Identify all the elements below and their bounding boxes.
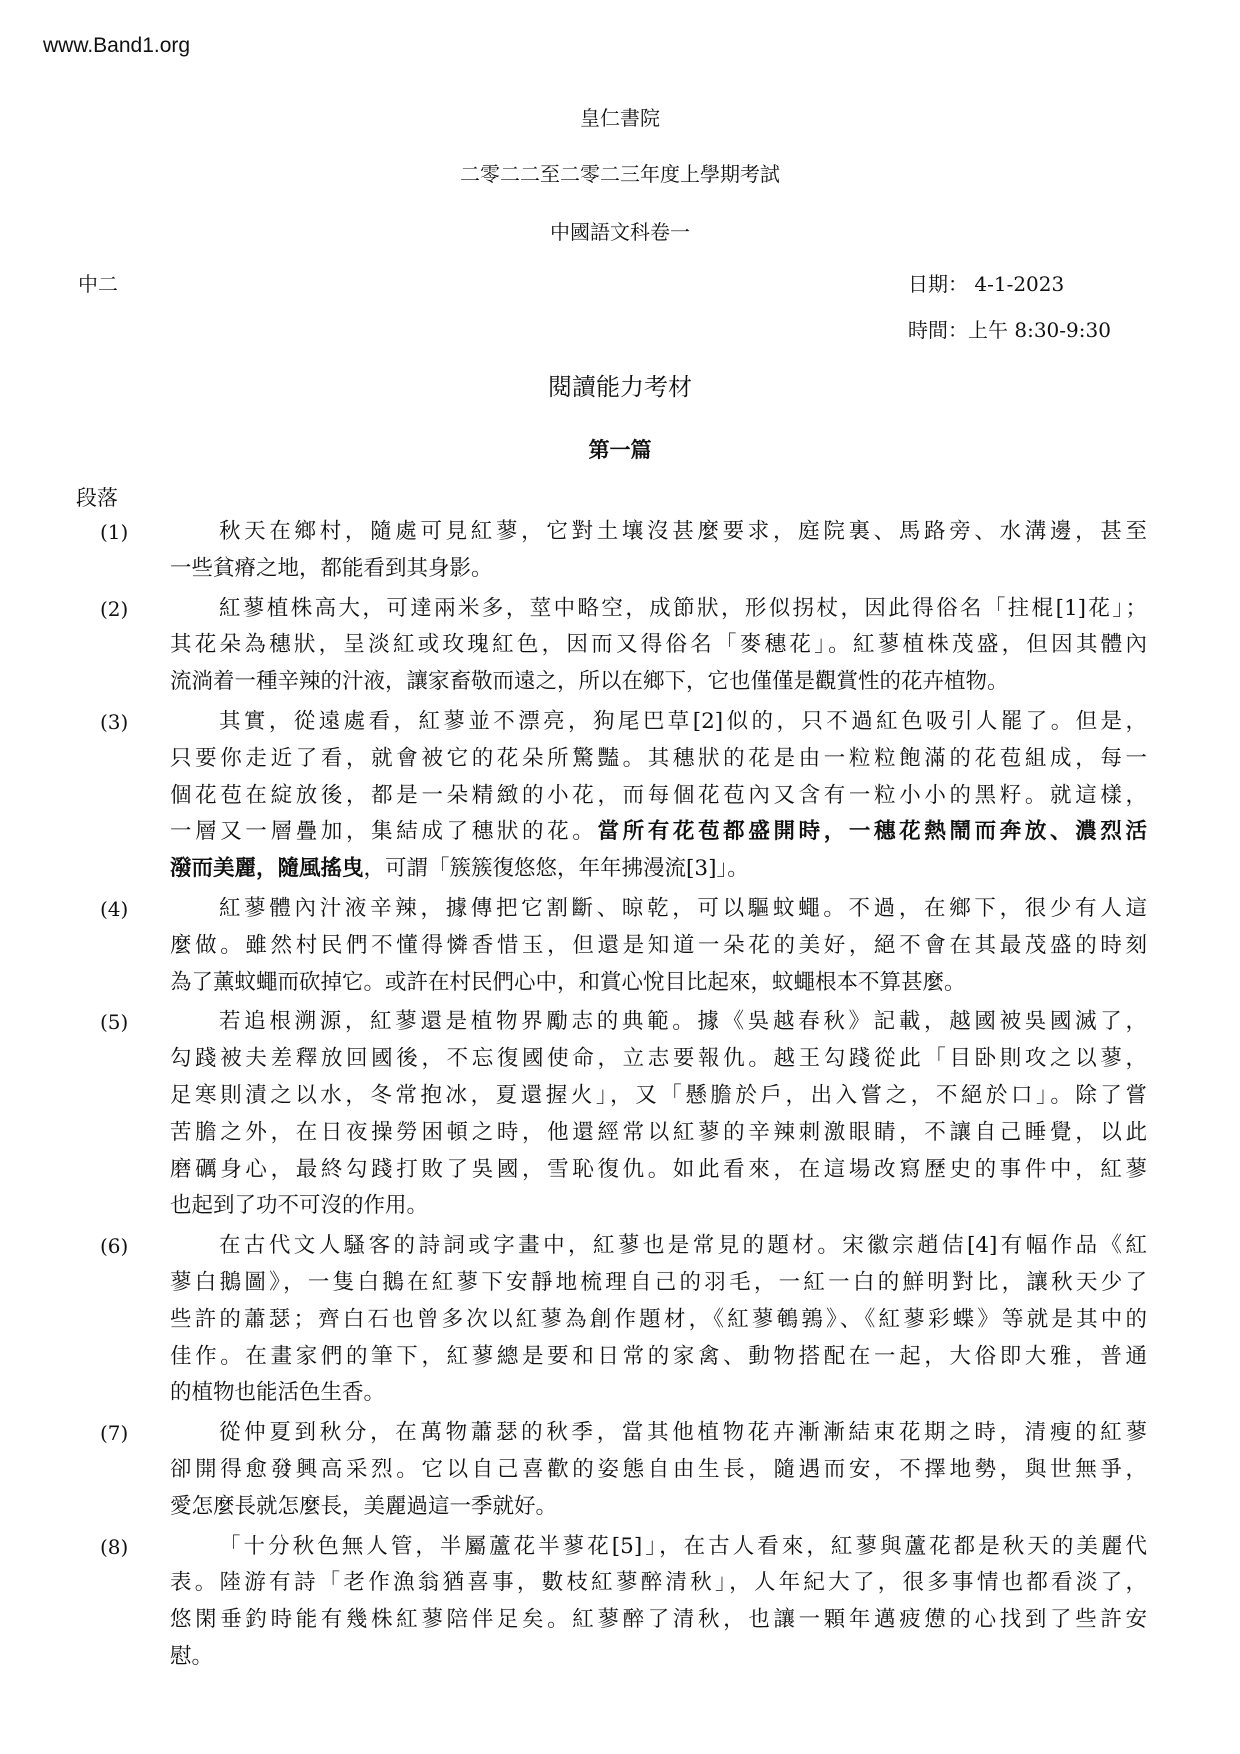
grade-label: 中二 xyxy=(78,272,118,296)
site-watermark-url: www.Band1.org xyxy=(43,34,191,57)
passage-paragraph xyxy=(0,704,1240,888)
text-segment: 秋天在鄉村，隨處可見紅蓼，它對土壤沒甚麼要求，庭院裏、馬路旁、水溝邊，甚至 xyxy=(219,519,1147,544)
passage-paragraph xyxy=(0,1228,1240,1412)
text-line xyxy=(219,1415,1147,1452)
text-line xyxy=(170,814,1147,851)
text-line xyxy=(170,1152,1147,1189)
paragraph-number: (2) xyxy=(100,596,129,621)
text-segment: 一些貧瘠之地，都能看到其身影。 xyxy=(170,555,493,581)
passage-paragraph xyxy=(0,891,1240,1001)
paragraph-number: (7) xyxy=(100,1421,129,1446)
text-line xyxy=(170,741,1147,778)
text-segment: 一層又一層疊加，集結成了穗狀的花。 xyxy=(170,819,598,845)
text-line xyxy=(170,851,1147,888)
text-segment: 從仲夏到秋分，在萬物蕭瑟的秋季，當其他植物花卉漸漸結束花期之時，清瘦的紅蓼 xyxy=(219,1420,1147,1446)
bold-text: 潑而美麗，隨風搖曳 xyxy=(170,856,364,882)
exam-title: 二零二二至二零二三年度上學期考試 xyxy=(460,162,780,186)
text-line xyxy=(170,965,1147,1002)
text-line xyxy=(170,1452,1147,1489)
text-line xyxy=(170,1339,1147,1376)
part-title: 第一篇 xyxy=(588,437,652,462)
passage-paragraph xyxy=(0,1529,1240,1676)
text-line xyxy=(219,514,1147,551)
text-line xyxy=(170,1639,1147,1676)
text-line xyxy=(219,704,1147,741)
paragraph-number: (6) xyxy=(100,1234,129,1259)
text-segment: 為了薰蚊蠅而砍掉它。或許在村民們心中，和賞心悅目比起來，蚊蠅根本不算甚麼。 xyxy=(170,969,966,995)
exam-time: 時間：上午 8:30-9:30 xyxy=(908,318,1111,342)
text-line xyxy=(170,1115,1147,1152)
text-segment: 慰。 xyxy=(170,1643,214,1669)
text-line xyxy=(219,1529,1147,1566)
paragraph-number: (3) xyxy=(100,709,129,734)
text-segment: 也起到了功不可沒的作用。 xyxy=(170,1193,429,1219)
paragraph-number: (8) xyxy=(100,1534,129,1559)
text-segment: 表。陸游有詩「老作漁翁猶喜事，數枝紅蓼醉清秋」，人年紀大了，很多事情也都看淡了， xyxy=(170,1570,1147,1596)
text-segment: 其實，從遠處看，紅蓼並不漂亮，狗尾巴草[2]似的，只不過紅色吸引人罷了。但是， xyxy=(219,708,1147,734)
text-segment: 的植物也能活色生香。 xyxy=(170,1380,386,1406)
text-line xyxy=(170,928,1147,965)
text-line xyxy=(170,1602,1147,1639)
paper-title: 中國語文科卷一 xyxy=(550,220,690,244)
paragraph-column-label: 段落 xyxy=(76,486,118,510)
text-segment: 愛怎麼長就怎麼長，美麗過這一季就好。 xyxy=(170,1493,558,1519)
text-line xyxy=(170,1078,1147,1115)
paragraph-number: (1) xyxy=(100,520,129,544)
text-segment: 在古代文人騷客的詩詞或字畫中，紅蓼也是常見的題材。宋徽宗趙佶[4]有幅作品《紅 xyxy=(219,1233,1147,1259)
text-segment: 足寒則漬之以水，冬常抱冰，夏還握火」，又「懸膽於戶，出入嘗之，不絕於口」。除了嘗 xyxy=(170,1082,1147,1108)
text-line xyxy=(170,1265,1147,1302)
text-segment: 磨礪身心，最終勾踐打敗了吳國，雪恥復仇。如此看來，在這場改寫歷史的事件中，紅蓼 xyxy=(170,1156,1147,1182)
text-segment: 紅蓼植株高大，可達兩米多，莖中略空，成節狀，形似拐杖，因此得俗名「拄棍[1]花」； xyxy=(219,595,1147,621)
text-segment: 只要你走近了看，就會被它的花朵所驚豔。其穗狀的花是由一粒粒飽滿的花苞組成，每一 xyxy=(170,745,1147,771)
passage-paragraph xyxy=(0,591,1240,701)
passage-paragraph xyxy=(0,1004,1240,1225)
passage-paragraph xyxy=(0,514,1240,588)
text-segment: ，可謂「簇簇復悠悠，年年拂漫流[3]」。 xyxy=(363,856,749,882)
passage-body xyxy=(0,514,1240,1679)
text-segment: 若追根溯源，紅蓼還是植物界勵志的典範。據《吳越春秋》記載，越國被吳國滅了， xyxy=(219,1009,1147,1035)
text-line xyxy=(170,778,1147,815)
text-line xyxy=(170,627,1147,664)
text-line xyxy=(219,1228,1147,1265)
text-line xyxy=(170,1375,1147,1412)
section-title: 閱讀能力考材 xyxy=(548,373,692,401)
text-line xyxy=(219,891,1147,928)
text-segment: 流淌着一種辛辣的汁液，讓家畜敬而遠之，所以在鄉下，它也僅僅是觀賞性的花卉植物。 xyxy=(170,669,1009,695)
bold-text: 當所有花苞都盛開時，一穗花熱鬧而奔放、濃烈活 xyxy=(597,819,1147,845)
text-line xyxy=(219,1004,1147,1041)
text-line xyxy=(170,1188,1147,1225)
school-name: 皇仁書院 xyxy=(580,106,660,130)
text-line xyxy=(170,551,1147,588)
text-line xyxy=(170,664,1147,701)
text-segment: 「十分秋色無人管，半屬蘆花半蓼花[5]」，在古人看來，紅蓼與蘆花都是秋天的美麗代 xyxy=(219,1533,1147,1559)
text-segment: 苦膽之外，在日夜操勞困頓之時，他還經常以紅蓼的辛辣刺激眼睛，不讓自己睡覺，以此 xyxy=(170,1119,1147,1145)
text-segment: 紅蓼體內汁液辛辣，據傳把它割斷、晾乾，可以驅蚊蠅。不過，在鄉下，很少有人這 xyxy=(219,895,1147,921)
text-segment: 蓼白鵝圖》，一隻白鵝在紅蓼下安靜地梳理自己的羽毛，一紅一白的鮮明對比，讓秋天少了 xyxy=(170,1269,1147,1295)
text-segment: 其花朵為穗狀，呈淡紅或玫瑰紅色，因而又得俗名「麥穗花」。紅蓼植株茂盛，但因其體內 xyxy=(170,632,1147,658)
text-segment: 勾踐被夫差釋放回國後，不忘復國使命，立志要報仇。越王勾踐從此「目卧則攻之以蓼， xyxy=(170,1046,1147,1072)
text-line xyxy=(170,1489,1147,1526)
text-line xyxy=(170,1565,1147,1602)
passage-paragraph xyxy=(0,1415,1240,1525)
paragraph-number: (4) xyxy=(100,896,129,921)
text-line xyxy=(170,1302,1147,1339)
text-line xyxy=(170,1041,1147,1078)
text-segment: 麼做。雖然村民們不懂得憐香惜玉，但還是知道一朵花的美好，絕不會在其最茂盛的時刻 xyxy=(170,932,1147,958)
text-segment: 個花苞在綻放後，都是一朵精緻的小花，而每個花苞內又含有一粒小小的黑籽。就這樣， xyxy=(170,782,1147,808)
text-segment: 些許的蕭瑟；齊白石也曾多次以紅蓼為創作題材，《紅蓼鵪鶉》、《紅蓼彩蝶》等就是其中的 xyxy=(170,1306,1147,1332)
paragraph-number: (5) xyxy=(100,1010,129,1035)
text-segment: 佳作。在畫家們的筆下，紅蓼總是要和日常的家禽、動物搭配在一起，大俗即大雅，普通 xyxy=(170,1343,1147,1369)
exam-date: 日期： 4-1-2023 xyxy=(908,272,1065,296)
text-line xyxy=(219,591,1147,628)
text-segment: 悠閑垂釣時能有幾株紅蓼陪伴足矣。紅蓼醉了清秋，也讓一顆年邁疲憊的心找到了些許安 xyxy=(170,1607,1147,1633)
text-segment: 卻開得愈發興高采烈。它以自己喜歡的姿態自由生長，隨遇而安，不擇地勢，與世無爭， xyxy=(170,1456,1147,1482)
